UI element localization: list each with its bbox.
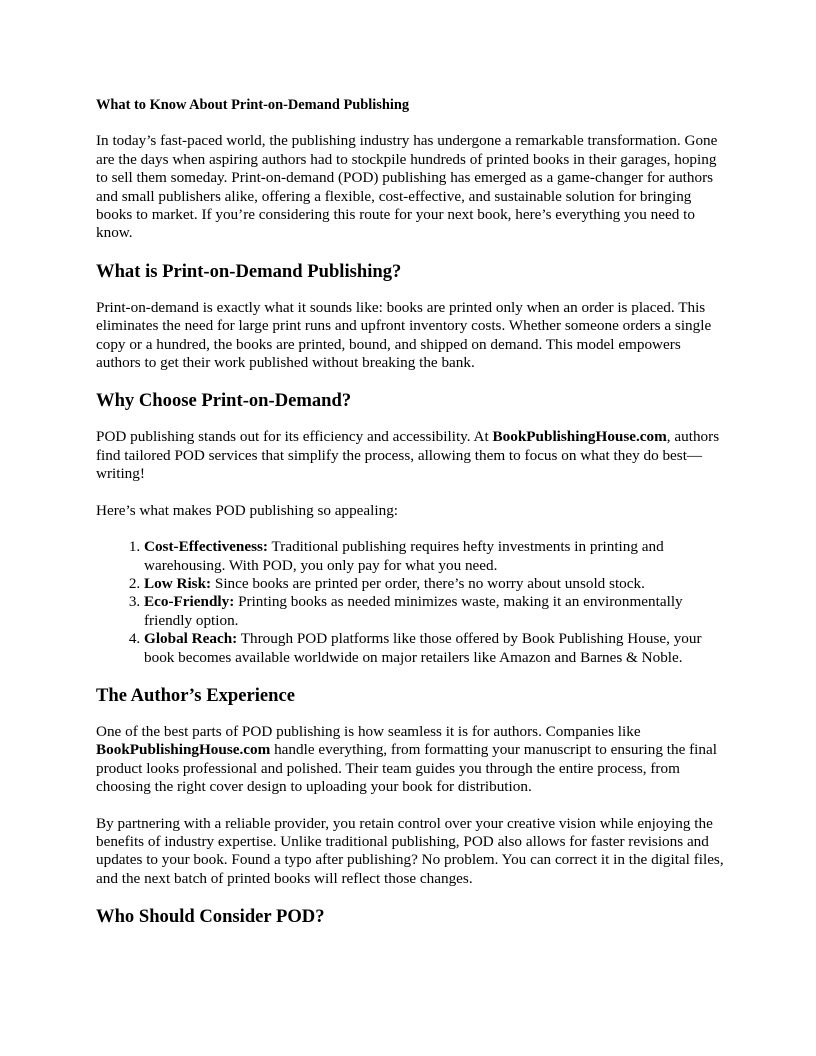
- list-item-text: Through POD platforms like those offered by Book Publishing House, your book becomes available worldwide on major retailers like Amazon and Barnes & Noble.: [144, 630, 702, 666]
- list-item: [144, 630, 724, 667]
- list-item-label: Low Risk:: [144, 574, 212, 592]
- why-choose-site-name: BookPublishingHouse.com: [492, 428, 667, 446]
- what-is-pod-paragraph: Print-on-demand is exactly what it sounds like: books are printed only when an order is placed. This eliminates the need for large print runs and upfront inventory costs. Whether someone orders a single copy or a hundred, the books are printed, bound, and shipped on demand. This model empowers authors to get their work published without breaking the bank.: [96, 298, 712, 372]
- benefits-list: [96, 538, 724, 667]
- author-experience-paragraph-1: [96, 723, 724, 797]
- author-text-after: handle everything, from formatting your manuscript to ensuring the final product looks professional and polished. Their team guides you through the entire process, from choosing the right cover design to uploading your book for distribution.: [96, 741, 717, 796]
- list-item: [144, 593, 724, 630]
- list-item-label: Cost-Effectiveness:: [144, 538, 268, 556]
- list-item: [144, 538, 724, 575]
- list-item-label: Eco-Friendly:: [144, 593, 235, 611]
- why-choose-text-before: POD publishing stands out for its efficiency and accessibility. At: [96, 428, 493, 446]
- heading-what-is-pod: What is Print-on-Demand Publishing?: [96, 260, 402, 282]
- intro-paragraph: In today’s fast-paced world, the publishing industry has undergone a remarkable transformation. Gone are the days when aspiring authors had to stockpile hundreds of printed books in their garages, hoping to sell them someday. Print-on-demand (POD) publishing has emerged as a game-changer for authors and small publishers alike, offering a flexible, cost-effective, and sustainable solution for bringing books to market. If you’re considering this route for your next book, here’s everything you need to know.: [96, 132, 718, 242]
- author-site-name: BookPublishingHouse.com: [96, 741, 271, 759]
- why-choose-text-after: , authors find tailored POD services that simplify the process, allowing them to focus on what they do best—writing!: [96, 428, 720, 483]
- heading-author-experience: The Author’s Experience: [96, 684, 296, 706]
- appeal-intro-paragraph: Here’s what makes POD publishing so appealing:: [96, 501, 399, 519]
- list-item-text: Traditional publishing requires hefty investments in printing and warehousing. With POD, you only pay for what you need.: [144, 538, 664, 574]
- author-experience-paragraph-2: By partnering with a reliable provider, you retain control over your creative vision while enjoying the benefits of industry expertise. Unlike traditional publishing, POD also allows for faster revisions and updates to your book. Found a typo after publishing? No problem. You can correct it in the digital files, and the next batch of printed books will reflect those changes.: [96, 814, 724, 887]
- why-choose-paragraph: [96, 428, 724, 483]
- heading-why-choose-pod: Why Choose Print-on-Demand?: [96, 390, 352, 412]
- document-page: [96, 96, 724, 944]
- list-item: [144, 575, 724, 593]
- list-item-text: Printing books as needed minimizes waste, making it an environmentally friendly option.: [144, 593, 683, 629]
- document-title: What to Know About Print-on-Demand Publishing: [96, 97, 410, 113]
- list-item-text: Since books are printed per order, there’s no worry about unsold stock.: [211, 574, 645, 592]
- author-text-before: One of the best parts of POD publishing is how seamless it is for authors. Companies like: [96, 722, 641, 740]
- list-item-label: Global Reach:: [144, 630, 238, 648]
- heading-who-should-consider: Who Should Consider POD?: [96, 906, 325, 928]
